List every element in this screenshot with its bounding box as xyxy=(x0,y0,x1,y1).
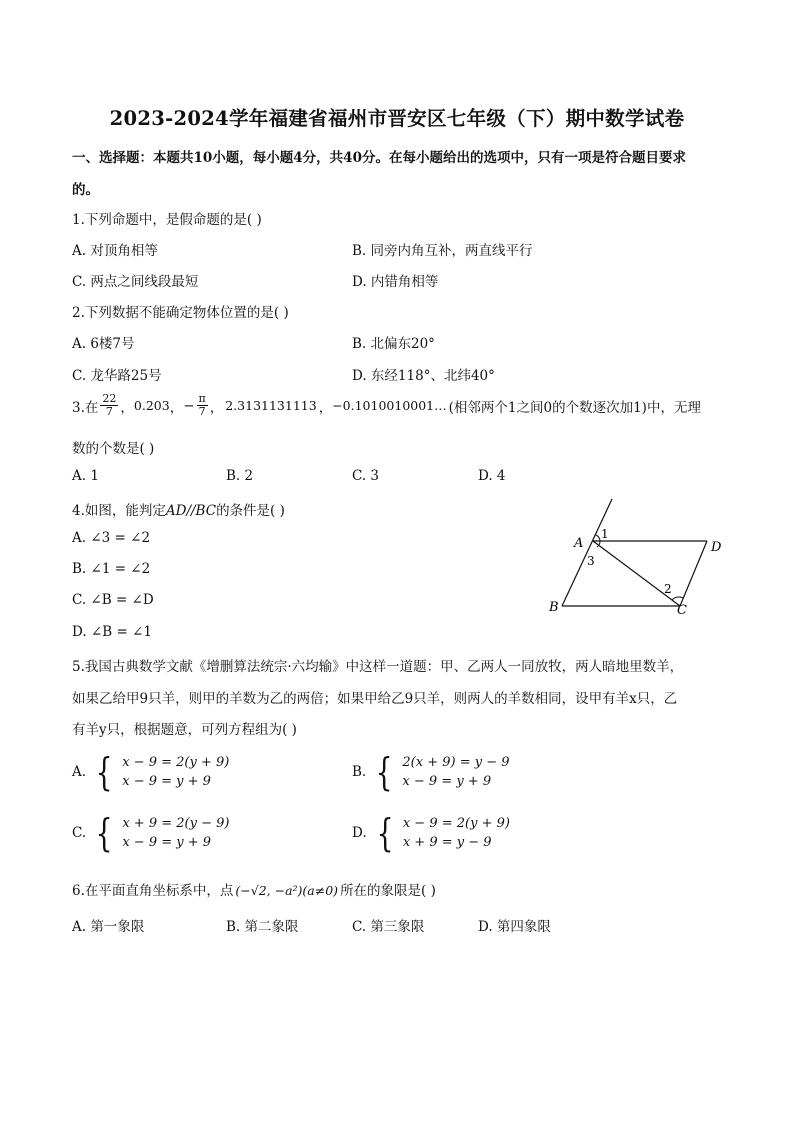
q3-neg: − xyxy=(183,397,195,414)
q3-frac3-num: π xyxy=(198,392,206,405)
q5-a-system xyxy=(92,750,230,794)
q5-stem-line3: 有羊y只，根据题意，可列方程组为( ) xyxy=(72,722,297,738)
q4-option-b: B. ∠1 = ∠2 xyxy=(72,561,151,577)
q3-sep1: ， xyxy=(120,399,134,416)
left-brace-icon: { xyxy=(95,811,113,855)
q5-b-eq2: x − 9 = y + 9 xyxy=(402,774,492,789)
q4-stem-math: AD//BC xyxy=(165,503,217,519)
q4-option-d: D. ∠B = ∠1 xyxy=(72,624,152,640)
q3-option-d: D. 4 xyxy=(478,468,506,484)
q3-frac3-den: 7 xyxy=(198,405,206,418)
q5-stem-line1: 5.我国古典数学文献《增删算法统宗·六均输》中这样一道题：甲、乙两人一同放牧，两人暗地里数羊， xyxy=(72,659,684,675)
q6-option-c: C. 第三象限 xyxy=(352,919,425,935)
section-heading-line1: 一、选择题：本题共10小题，每小题4分，共40分。在每小题给出的选项中，只有一项是符合题目要求 xyxy=(72,150,686,166)
q5-d-system xyxy=(373,811,510,855)
q3-prefix: 3.在 xyxy=(72,399,99,416)
q6-stem-prefix: 6.在平面直角坐标系中，点 xyxy=(72,883,234,899)
section-heading-line2: 的。 xyxy=(72,182,99,198)
left-brace-icon: { xyxy=(376,811,394,855)
q5-b-eq1: 2(x + 9) = y − 9 xyxy=(402,755,510,770)
q6-option-a: A. 第一象限 xyxy=(72,919,145,935)
q3-num5: −0.1010010001… xyxy=(332,398,447,413)
q4-option-a: A. ∠3 = ∠2 xyxy=(72,530,151,546)
q5-c-label: C. xyxy=(72,825,87,841)
q3-stem-line2: 数的个数是( ) xyxy=(72,441,155,457)
left-brace-icon: { xyxy=(375,750,393,794)
q5-d-eq2: x + 9 = y − 9 xyxy=(402,835,492,850)
q2-stem: 2.下列数据不能确定物体位置的是( ) xyxy=(72,305,289,321)
label-a: A xyxy=(574,536,584,551)
q3-option-a: A. 1 xyxy=(72,468,99,484)
q1-option-d: D. 内错角相等 xyxy=(352,274,439,290)
segment-cd xyxy=(680,541,707,606)
q3-sep3: ， xyxy=(209,399,224,416)
q5-b-system xyxy=(372,750,510,794)
q1-option-a: A. 对顶角相等 xyxy=(72,243,158,259)
q6-stem xyxy=(72,879,436,899)
q4-option-c: C. ∠B = ∠D xyxy=(72,592,154,608)
q2-option-b: B. 北偏东20° xyxy=(352,336,435,352)
q3-suffix: (相邻两个1之间0的个数逐次加1)中，无理 xyxy=(448,399,701,416)
q2-option-a: A. 6楼7号 xyxy=(72,336,135,352)
q5-option-b xyxy=(352,750,510,794)
page-title: 2023-2024学年福建省福州市晋安区七年级（下）期中数学试卷 xyxy=(109,107,685,130)
q1-stem: 1.下列命题中，是假命题的是( ) xyxy=(72,212,262,228)
q3-frac1-num: 22 xyxy=(102,392,117,405)
q5-c-system xyxy=(92,811,230,855)
q5-b-label: B. xyxy=(352,764,367,780)
angle-arc-1 xyxy=(596,535,600,541)
q4-geometry-figure xyxy=(540,495,740,620)
label-d: D xyxy=(711,540,722,555)
q5-a-eq2: x − 9 = y + 9 xyxy=(122,774,211,789)
q3-sep2: ， xyxy=(169,399,184,416)
q4-stem-prefix: 4.如图，能判定 xyxy=(72,503,166,519)
left-brace-icon: { xyxy=(95,750,113,794)
q5-option-a xyxy=(72,750,230,794)
q5-c-eq1: x + 9 = 2(y − 9) xyxy=(122,816,230,831)
q5-stem-line2: 如果乙给甲9只羊，则甲的羊数为乙的两倍；如果甲给乙9只羊，则两人的羊数相同，设甲有羊x只，乙 xyxy=(72,691,678,707)
q5-c-eq2: x − 9 = y + 9 xyxy=(122,835,212,850)
q6-option-d: D. 第四象限 xyxy=(478,919,551,935)
q5-a-label: A. xyxy=(72,764,87,780)
q3-fraction-2 xyxy=(197,393,208,418)
q3-fraction-1 xyxy=(100,393,118,418)
q5-option-d xyxy=(352,811,510,855)
segment-ac xyxy=(593,541,680,606)
q4-stem-suffix: 的条件是( ) xyxy=(216,503,285,519)
q3-sep4: ， xyxy=(318,399,333,416)
angle-arc-2 xyxy=(672,597,683,600)
q3-repeating-decimal: 0.203 xyxy=(133,398,170,413)
q6-stem-suffix: 所在的象限是( ) xyxy=(340,883,436,899)
q5-a-eq1: x − 9 = 2(y + 9) xyxy=(122,755,230,770)
q5-d-eq1: x − 9 = 2(y + 9) xyxy=(402,816,510,831)
q3-frac1-den: 7 xyxy=(105,405,113,418)
label-b: B xyxy=(549,600,559,615)
q5-d-label: D. xyxy=(352,825,367,841)
label-c: C xyxy=(677,603,687,618)
q2-option-d: D. 东经118°、北纬40° xyxy=(352,368,495,384)
q4-stem xyxy=(72,499,285,519)
label-angle-2: 2 xyxy=(664,582,672,596)
q1-option-b: B. 同旁内角互补，两直线平行 xyxy=(352,243,533,259)
q6-stem-math: (−√2, −a²)(a≠0) xyxy=(235,883,339,898)
q3-stem-line1 xyxy=(72,393,701,418)
q3-option-c: C. 3 xyxy=(352,468,380,484)
label-angle-1: 1 xyxy=(601,527,609,541)
q2-option-c: C. 龙华路25号 xyxy=(72,368,162,384)
line-transversal xyxy=(562,499,612,606)
q3-num4: 2.3131131113 xyxy=(225,398,317,413)
q6-option-b: B. 第二象限 xyxy=(226,919,299,935)
label-angle-3: 3 xyxy=(587,554,595,568)
q3-option-b: B. 2 xyxy=(226,468,254,484)
q1-option-c: C. 两点之间线段最短 xyxy=(72,274,199,290)
q5-option-c xyxy=(72,811,230,855)
